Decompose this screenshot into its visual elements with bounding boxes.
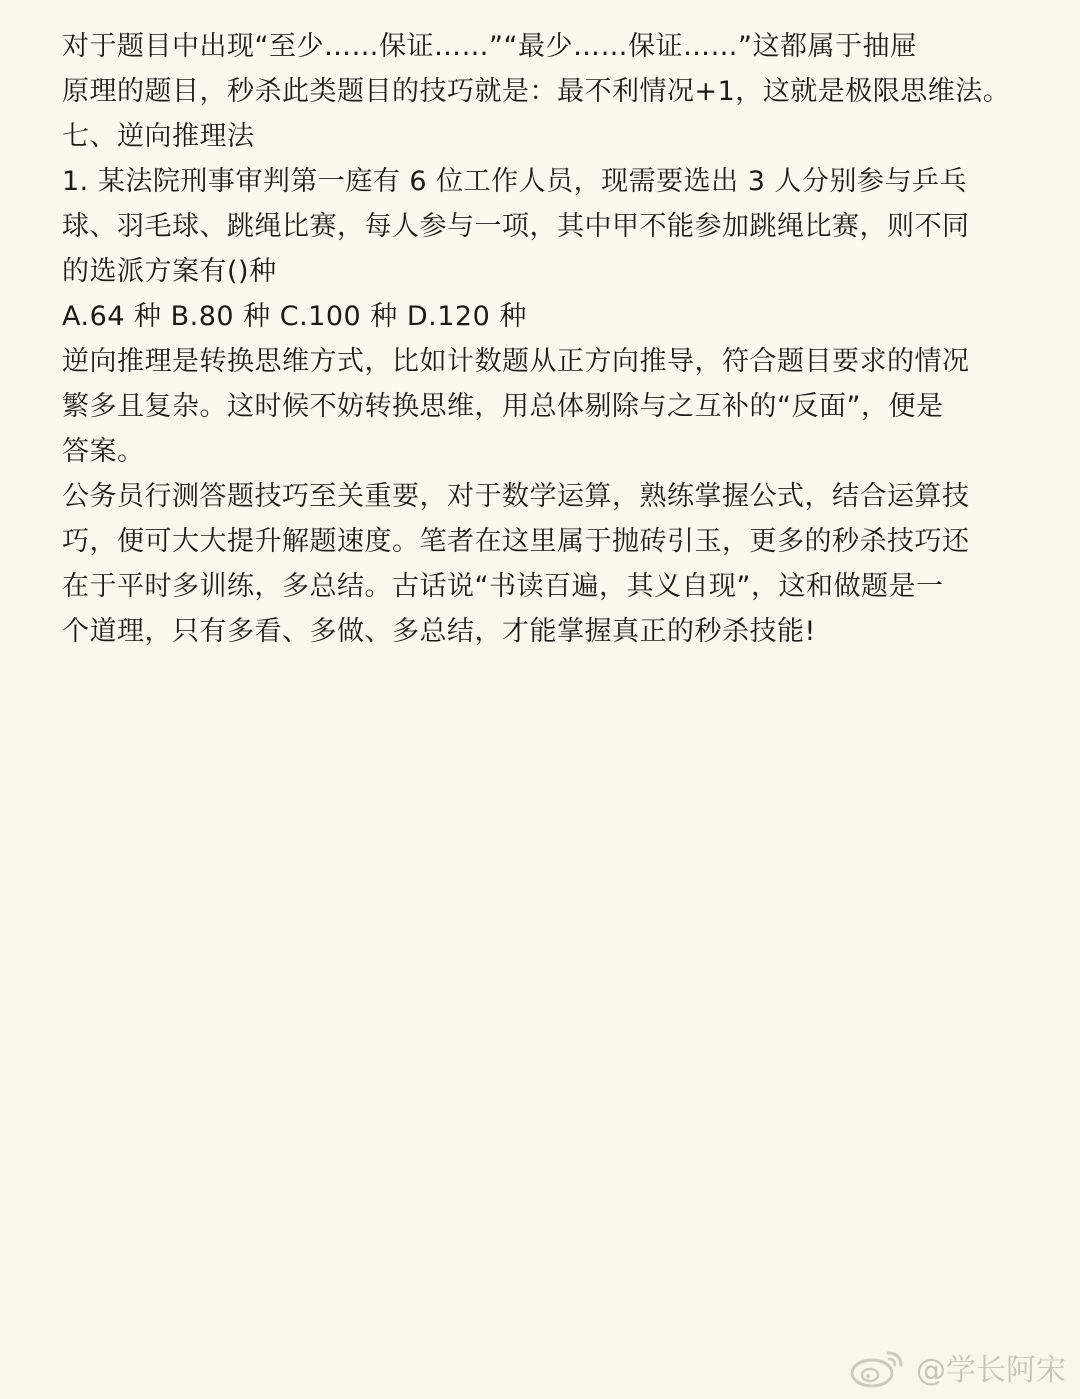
text-line: 对于题目中出现“至少……保证……”“最少……保证……”这都属于抽屉 — [62, 31, 918, 62]
text-line: 公务员行测答题技巧至关重要，对于数学运算，熟练掌握公式，结合运算技 — [62, 481, 970, 512]
text-line: 逆向推理是转换思维方式，比如计数题从正方向推导，符合题目要求的情况 — [62, 346, 970, 377]
watermark — [846, 1345, 1066, 1389]
text-line: 在于平时多训练，多总结。古话说“书读百遍，其义自现”，这和做题是一 — [62, 571, 944, 602]
question-text: 1. 某法院刑事审判第一庭有 6 位工作人员，现需要选出 3 人分别参与乒乓 — [62, 166, 968, 197]
text-line: 巧，便可大大提升解题速度。笔者在这里属于抛砖引玉，更多的秒杀技巧还 — [62, 526, 970, 557]
text-line: 原理的题目，秒杀此类题目的技巧就是：最不利情况+1，这就是极限思维法。 — [62, 76, 1011, 107]
watermark-text: @学长阿宋 — [916, 1353, 1066, 1388]
weibo-logo-icon — [846, 1345, 908, 1389]
question-text: 的选派方案有()种 — [62, 256, 277, 287]
text-line: 答案。 — [62, 436, 145, 467]
text-line: 繁多且复杂。这时候不妨转换思维，用总体剔除与之互补的“反面”，便是 — [62, 391, 944, 422]
question-text: 球、羽毛球、跳绳比赛，每人参与一项，其中甲不能参加跳绳比赛，则不同 — [62, 211, 970, 242]
text-line: 个道理，只有多看、多做、多总结，才能掌握真正的秒杀技能! — [62, 616, 816, 647]
section-heading: 七、逆向推理法 — [62, 121, 255, 152]
document-body — [62, 24, 1022, 654]
answer-options: A.64 种 B.80 种 C.100 种 D.120 种 — [62, 301, 527, 332]
